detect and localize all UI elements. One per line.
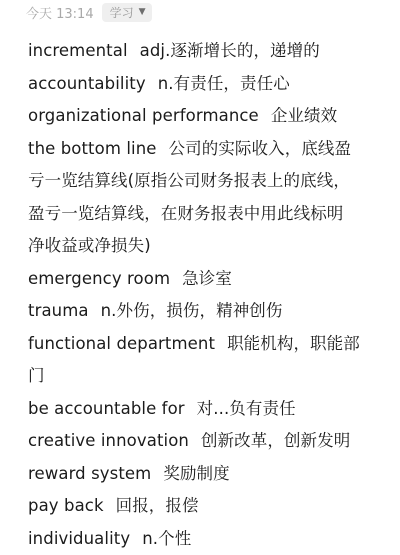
vocab-term: accountability — [28, 74, 146, 93]
note-line — [28, 133, 376, 166]
timestamp: 今天 13:14 — [26, 3, 94, 22]
vocab-term: functional department — [28, 334, 215, 353]
vocab-meaning: n.有责任，责任心 — [158, 74, 290, 93]
vocab-term: incremental — [28, 41, 128, 60]
note-line — [28, 230, 376, 263]
note-line — [28, 165, 376, 198]
note-line — [28, 523, 376, 555]
note-line — [28, 295, 376, 328]
vocab-meaning: 奖励制度 — [163, 464, 229, 483]
caret-down-icon: ▼ — [139, 7, 146, 17]
vocab-meaning: n.外伤，损伤，精神创伤 — [101, 301, 283, 320]
note-header — [0, 0, 400, 24]
note-line — [28, 35, 376, 68]
note-line — [28, 328, 376, 361]
vocab-meaning: 亏一览结算线(原指公司财务报表上的底线， — [28, 171, 350, 190]
note-line — [28, 425, 376, 458]
vocab-meaning: 盈亏一览结算线，在财务报表中用此线标明 — [28, 204, 343, 223]
vocab-meaning: 职能机构，职能部 — [227, 334, 360, 353]
vocab-term: trauma — [28, 301, 89, 320]
vocab-term: emergency room — [28, 269, 170, 288]
vocab-term: the bottom line — [28, 139, 157, 158]
note-line — [28, 490, 376, 523]
vocab-meaning: 企业绩效 — [271, 106, 337, 125]
vocab-meaning: n.个性 — [142, 529, 191, 548]
vocab-term: creative innovation — [28, 431, 189, 450]
vocab-meaning: 回报，报偿 — [116, 496, 199, 515]
vocab-term: individuality — [28, 529, 130, 548]
vocab-meaning: adj.逐渐增长的，递增的 — [140, 41, 320, 60]
vocab-meaning: 创新改革，创新发明 — [201, 431, 350, 450]
note-line — [28, 263, 376, 296]
note-line — [28, 360, 376, 393]
note-line — [28, 68, 376, 101]
vocab-term: be accountable for — [28, 399, 185, 418]
note-line — [28, 458, 376, 491]
vocab-term: organizational performance — [28, 106, 259, 125]
vocab-meaning: 急诊室 — [182, 269, 232, 288]
vocab-term: pay back — [28, 496, 104, 515]
note-body[interactable] — [0, 24, 400, 555]
vocab-term: reward system — [28, 464, 151, 483]
vocab-meaning: 公司的实际收入，底线盈 — [169, 139, 352, 158]
category-tag-label: 学习 — [110, 4, 134, 21]
vocab-meaning: 对...负有责任 — [197, 399, 296, 418]
note-line — [28, 393, 376, 426]
note-line — [28, 198, 376, 231]
category-tag-dropdown[interactable] — [102, 3, 152, 22]
note-line — [28, 100, 376, 133]
vocab-meaning: 净收益或净损失) — [28, 236, 151, 255]
vocab-meaning: 门 — [28, 366, 45, 385]
